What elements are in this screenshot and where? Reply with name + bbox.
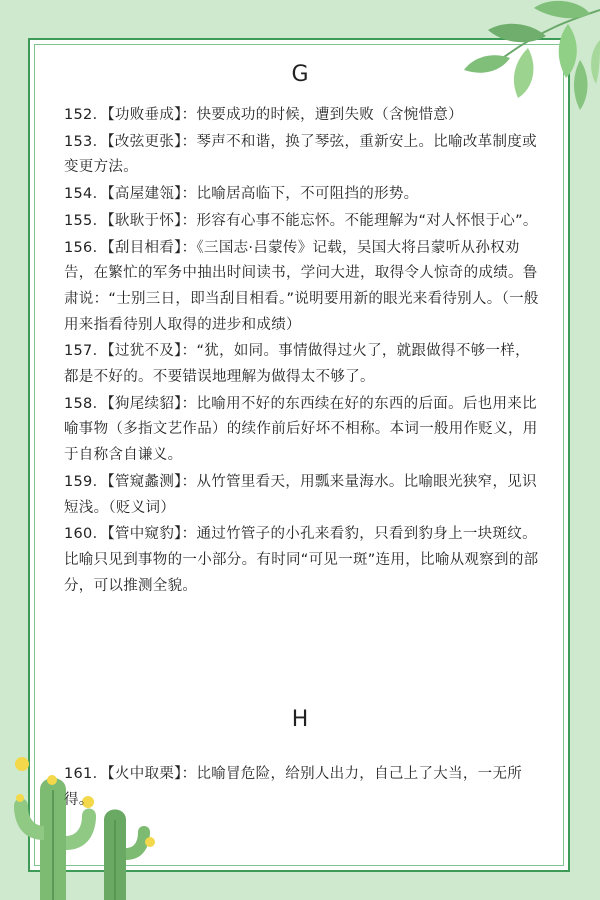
idiom-entry-154: 154．【高屋建瓴】：比喻居高临下，不可阻挡的形势。 xyxy=(64,186,419,203)
idiom-entry-161: 161．【火中取栗】：比喻冒危险，给别人出力，自己上了大当，一无所得。 xyxy=(64,766,523,808)
idiom-entry-160: 160．【管中窥豹】：通过竹管子的小孔来看豹，只看到豹身上一块斑纹。比喻只见到事物的一小部分。有时同“可见一斑”连用，比喻从观察到的部分，可以推测全貌。 xyxy=(64,526,539,594)
idiom-entry-155: 155．【耿耿于怀】：形容有心事不能忘怀。不能理解为“对人怀恨于心”。 xyxy=(64,212,538,229)
section-letter-g: G xyxy=(291,62,309,87)
idiom-entry-157: 157．【过犹不及】：“犹，如同。事情做得过火了，就跟做得不够一样，都是不好的。不要错误地理解为做得太不够了。 xyxy=(64,343,530,386)
idiom-entry-158: 158．【狗尾续貂】：比喻用不好的东西续在好的东西的后面。后也用来比喻事物（多指文艺作品）的续作前后好坏不相称。本词一般用作贬义，用于自称含自谦义。 xyxy=(64,395,538,464)
section-letter-h: H xyxy=(291,707,309,732)
idiom-entry-153: 153．【改弦更张】：琴声不和谐，换了琴弦，重新安上。比喻改革制度或变更方法。 xyxy=(64,133,537,176)
idiom-entry-156: 156．【刮目相看】：《三国志·吕蒙传》记载，吴国大将吕蒙听从孙权劝告，在繁忙的军务中抽出时间读书，学问大进，取得令人惊奇的成绩。鲁肃说：“士别三日，即当刮目相看。”说明要用新的眼光来看待别人。（一般用来指看待别人取得的进步和成绩） xyxy=(64,239,539,333)
idiom-entry-159: 159．【管窥蠡测】：从竹管里看天，用瓢来量海水。比喻眼光狭窄，见识短浅。（贬义词） xyxy=(64,473,537,516)
idiom-entry-152: 152．【功败垂成】：快要成功的时候，遭到失败（含惋惜意） xyxy=(64,107,463,123)
entries-list-h xyxy=(64,762,542,813)
entries-list-g xyxy=(64,103,542,599)
